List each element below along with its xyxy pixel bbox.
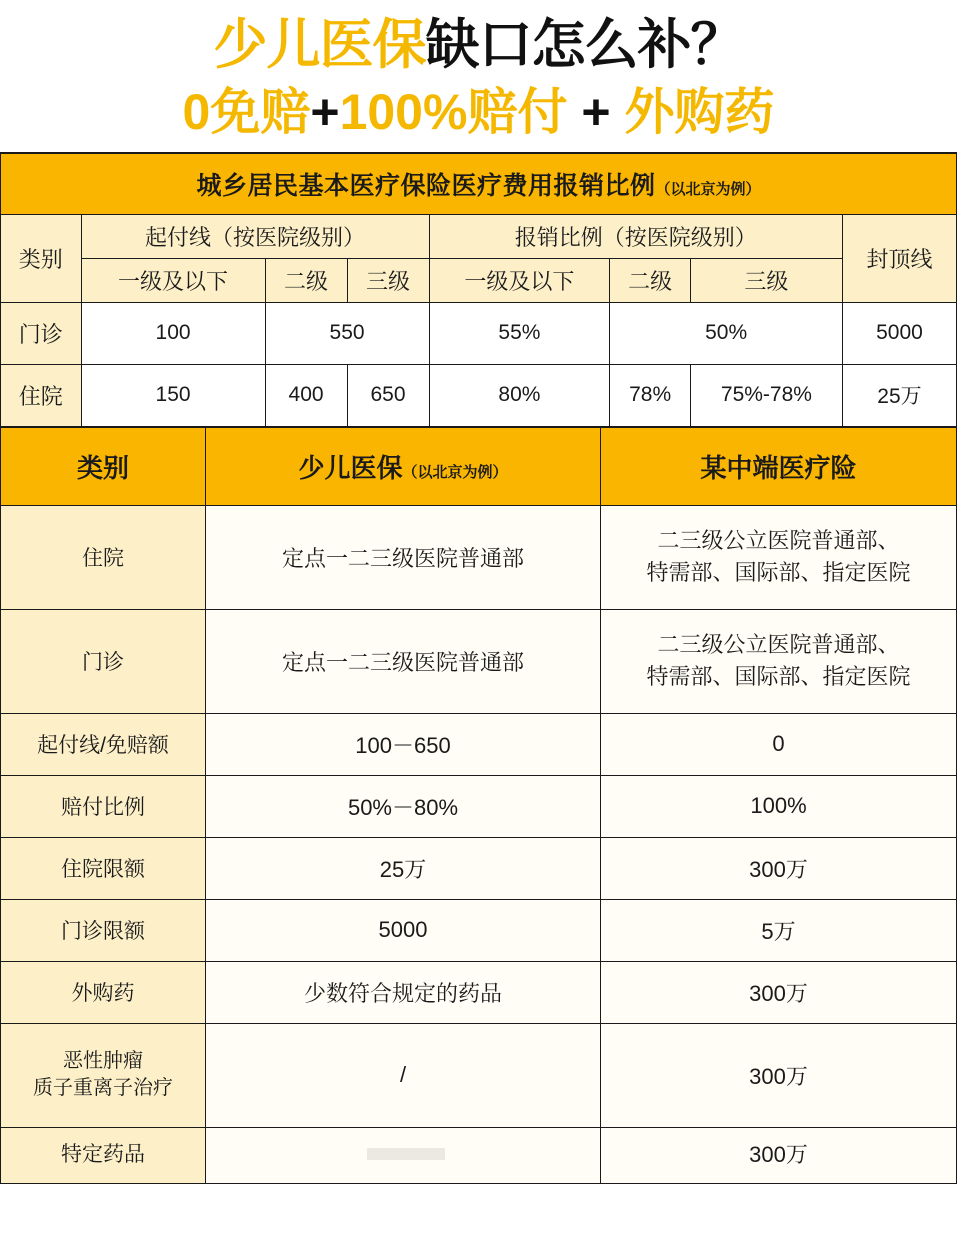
- table2-row2-medicare: 定点一二三级医院普通部: [206, 609, 601, 713]
- table1-header-row-1: [1, 214, 957, 258]
- table2-row1-label: 住院: [1, 505, 206, 609]
- table2-row8-commercial: 300万: [601, 1023, 957, 1127]
- table2-row2-commercial: [601, 609, 957, 713]
- table-row: [1, 1127, 957, 1183]
- table-row: [1, 1023, 957, 1127]
- table-row: [1, 899, 957, 961]
- table-row: [1, 837, 957, 899]
- table2-row4-medicare: 50%－80%: [206, 775, 601, 837]
- headline-zero-deductible: 0免赔: [182, 83, 311, 140]
- table-row: [1, 713, 957, 775]
- table-row: [1, 961, 957, 1023]
- table2-row3-label: 起付线/免赔额: [1, 713, 206, 775]
- table2-row2-commercial-line1: 二三级公立医院普通部、: [657, 632, 900, 658]
- headline-line-1-rest: 缺口怎么补？: [425, 15, 744, 75]
- table2-row7-medicare: 少数符合规定的药品: [206, 961, 601, 1023]
- table2-row2-commercial-line2: 特需部、国际部、指定医院: [646, 664, 911, 690]
- table2-row3-medicare: 100－650: [206, 713, 601, 775]
- table2-row6-medicare: 5000: [206, 899, 601, 961]
- headline-full-payout: 100%赔付: [339, 83, 568, 140]
- table1-row1-ratio-1: 55%: [429, 302, 610, 364]
- table2-row7-commercial: 300万: [601, 961, 957, 1023]
- table2-row8-label-line1: 恶性肿瘤: [63, 1050, 143, 1073]
- table1-header-row-2: [1, 258, 957, 302]
- basic-insurance-table: [0, 152, 957, 427]
- table1-row1-deductible-1: 100: [81, 302, 265, 364]
- table2-row5-medicare: 25万: [206, 837, 601, 899]
- table2-row6-label: 门诊限额: [1, 899, 206, 961]
- table2-row1-commercial: [601, 505, 957, 609]
- table1-row2-deductible-3: 650: [347, 364, 429, 426]
- table2-row2-label: 门诊: [1, 609, 206, 713]
- table1-deductible-level-3: 三级: [347, 258, 429, 302]
- table1-title: 城乡居民基本医疗保险医疗费用报销比例: [196, 171, 656, 200]
- table1-row2-deductible-2: 400: [265, 364, 347, 426]
- table1-row2-ratio-2: 78%: [610, 364, 691, 426]
- headline-plus-2: +: [567, 83, 625, 140]
- table1-group-deductible: 起付线（按医院级别）: [81, 214, 429, 258]
- table1-row1-deductible-2: 550: [265, 302, 429, 364]
- table2-row1-commercial-line1: 二三级公立医院普通部、: [657, 528, 900, 554]
- table1-row1-category: 门诊: [1, 302, 82, 364]
- table2-row3-commercial: 0: [601, 713, 957, 775]
- redacted-marker: [367, 1148, 445, 1160]
- table1-row1-cap: 5000: [842, 302, 956, 364]
- table1-row2-cap: 25万: [842, 364, 956, 426]
- table2-row4-label: 赔付比例: [1, 775, 206, 837]
- table1-row2-ratio-3: 75%-78%: [690, 364, 842, 426]
- table2-row9-medicare: [206, 1127, 601, 1183]
- table1-title-note: （以北京为例）: [655, 180, 761, 198]
- table2-row4-commercial: 100%: [601, 775, 957, 837]
- table-row: [1, 302, 957, 364]
- table1-ratio-level-1: 一级及以下: [429, 258, 610, 302]
- headline-line-1: [0, 14, 957, 78]
- table-row: [1, 775, 957, 837]
- table1-deductible-level-2: 二级: [265, 258, 347, 302]
- table2-col-medicare-note: （以北京为例）: [402, 463, 508, 481]
- headline-line-1-highlight: 少儿医保: [213, 15, 426, 75]
- comparison-table: [0, 427, 957, 1184]
- table2-col-medicare-label: 少儿医保: [298, 452, 403, 483]
- table2-row8-label: [1, 1023, 206, 1127]
- headline-external-drugs: 外购药: [624, 83, 775, 140]
- table2-header-row: [1, 427, 957, 505]
- table2-row1-commercial-line2: 特需部、国际部、指定医院: [646, 560, 911, 586]
- headline-plus-1: +: [310, 83, 340, 140]
- headline-block: [0, 0, 957, 142]
- table1-ratio-level-3: 三级: [690, 258, 842, 302]
- table1-title-row: [1, 153, 957, 215]
- table2-row8-medicare: /: [206, 1023, 601, 1127]
- table2-row5-label: 住院限额: [1, 837, 206, 899]
- table2-col-medicare: [206, 427, 601, 505]
- table1-col-category: 类别: [1, 214, 82, 302]
- headline-line-2: [0, 82, 957, 142]
- table1-deductible-level-1: 一级及以下: [81, 258, 265, 302]
- table2-row6-commercial: 5万: [601, 899, 957, 961]
- table1-group-ratio: 报销比例（按医院级别）: [429, 214, 842, 258]
- table2-row7-label: 外购药: [1, 961, 206, 1023]
- table-row: [1, 609, 957, 713]
- table1-row2-category: 住院: [1, 364, 82, 426]
- table2-row9-commercial: 300万: [601, 1127, 957, 1183]
- table1-ratio-level-2: 二级: [610, 258, 691, 302]
- table1-row2-ratio-1: 80%: [429, 364, 610, 426]
- table-row: [1, 364, 957, 426]
- table1-row2-deductible-1: 150: [81, 364, 265, 426]
- table1-row1-ratio-2: 50%: [610, 302, 843, 364]
- table2-row1-medicare: 定点一二三级医院普通部: [206, 505, 601, 609]
- table2-col-commercial: 某中端医疗险: [601, 427, 957, 505]
- table2-row8-label-line2: 质子重离子治疗: [33, 1077, 173, 1100]
- table1-title-cell: [1, 153, 957, 215]
- table1-col-cap: 封顶线: [842, 214, 956, 302]
- table2-row5-commercial: 300万: [601, 837, 957, 899]
- table-row: [1, 505, 957, 609]
- table2-col-category: 类别: [1, 427, 206, 505]
- table2-row9-label: 特定药品: [1, 1127, 206, 1183]
